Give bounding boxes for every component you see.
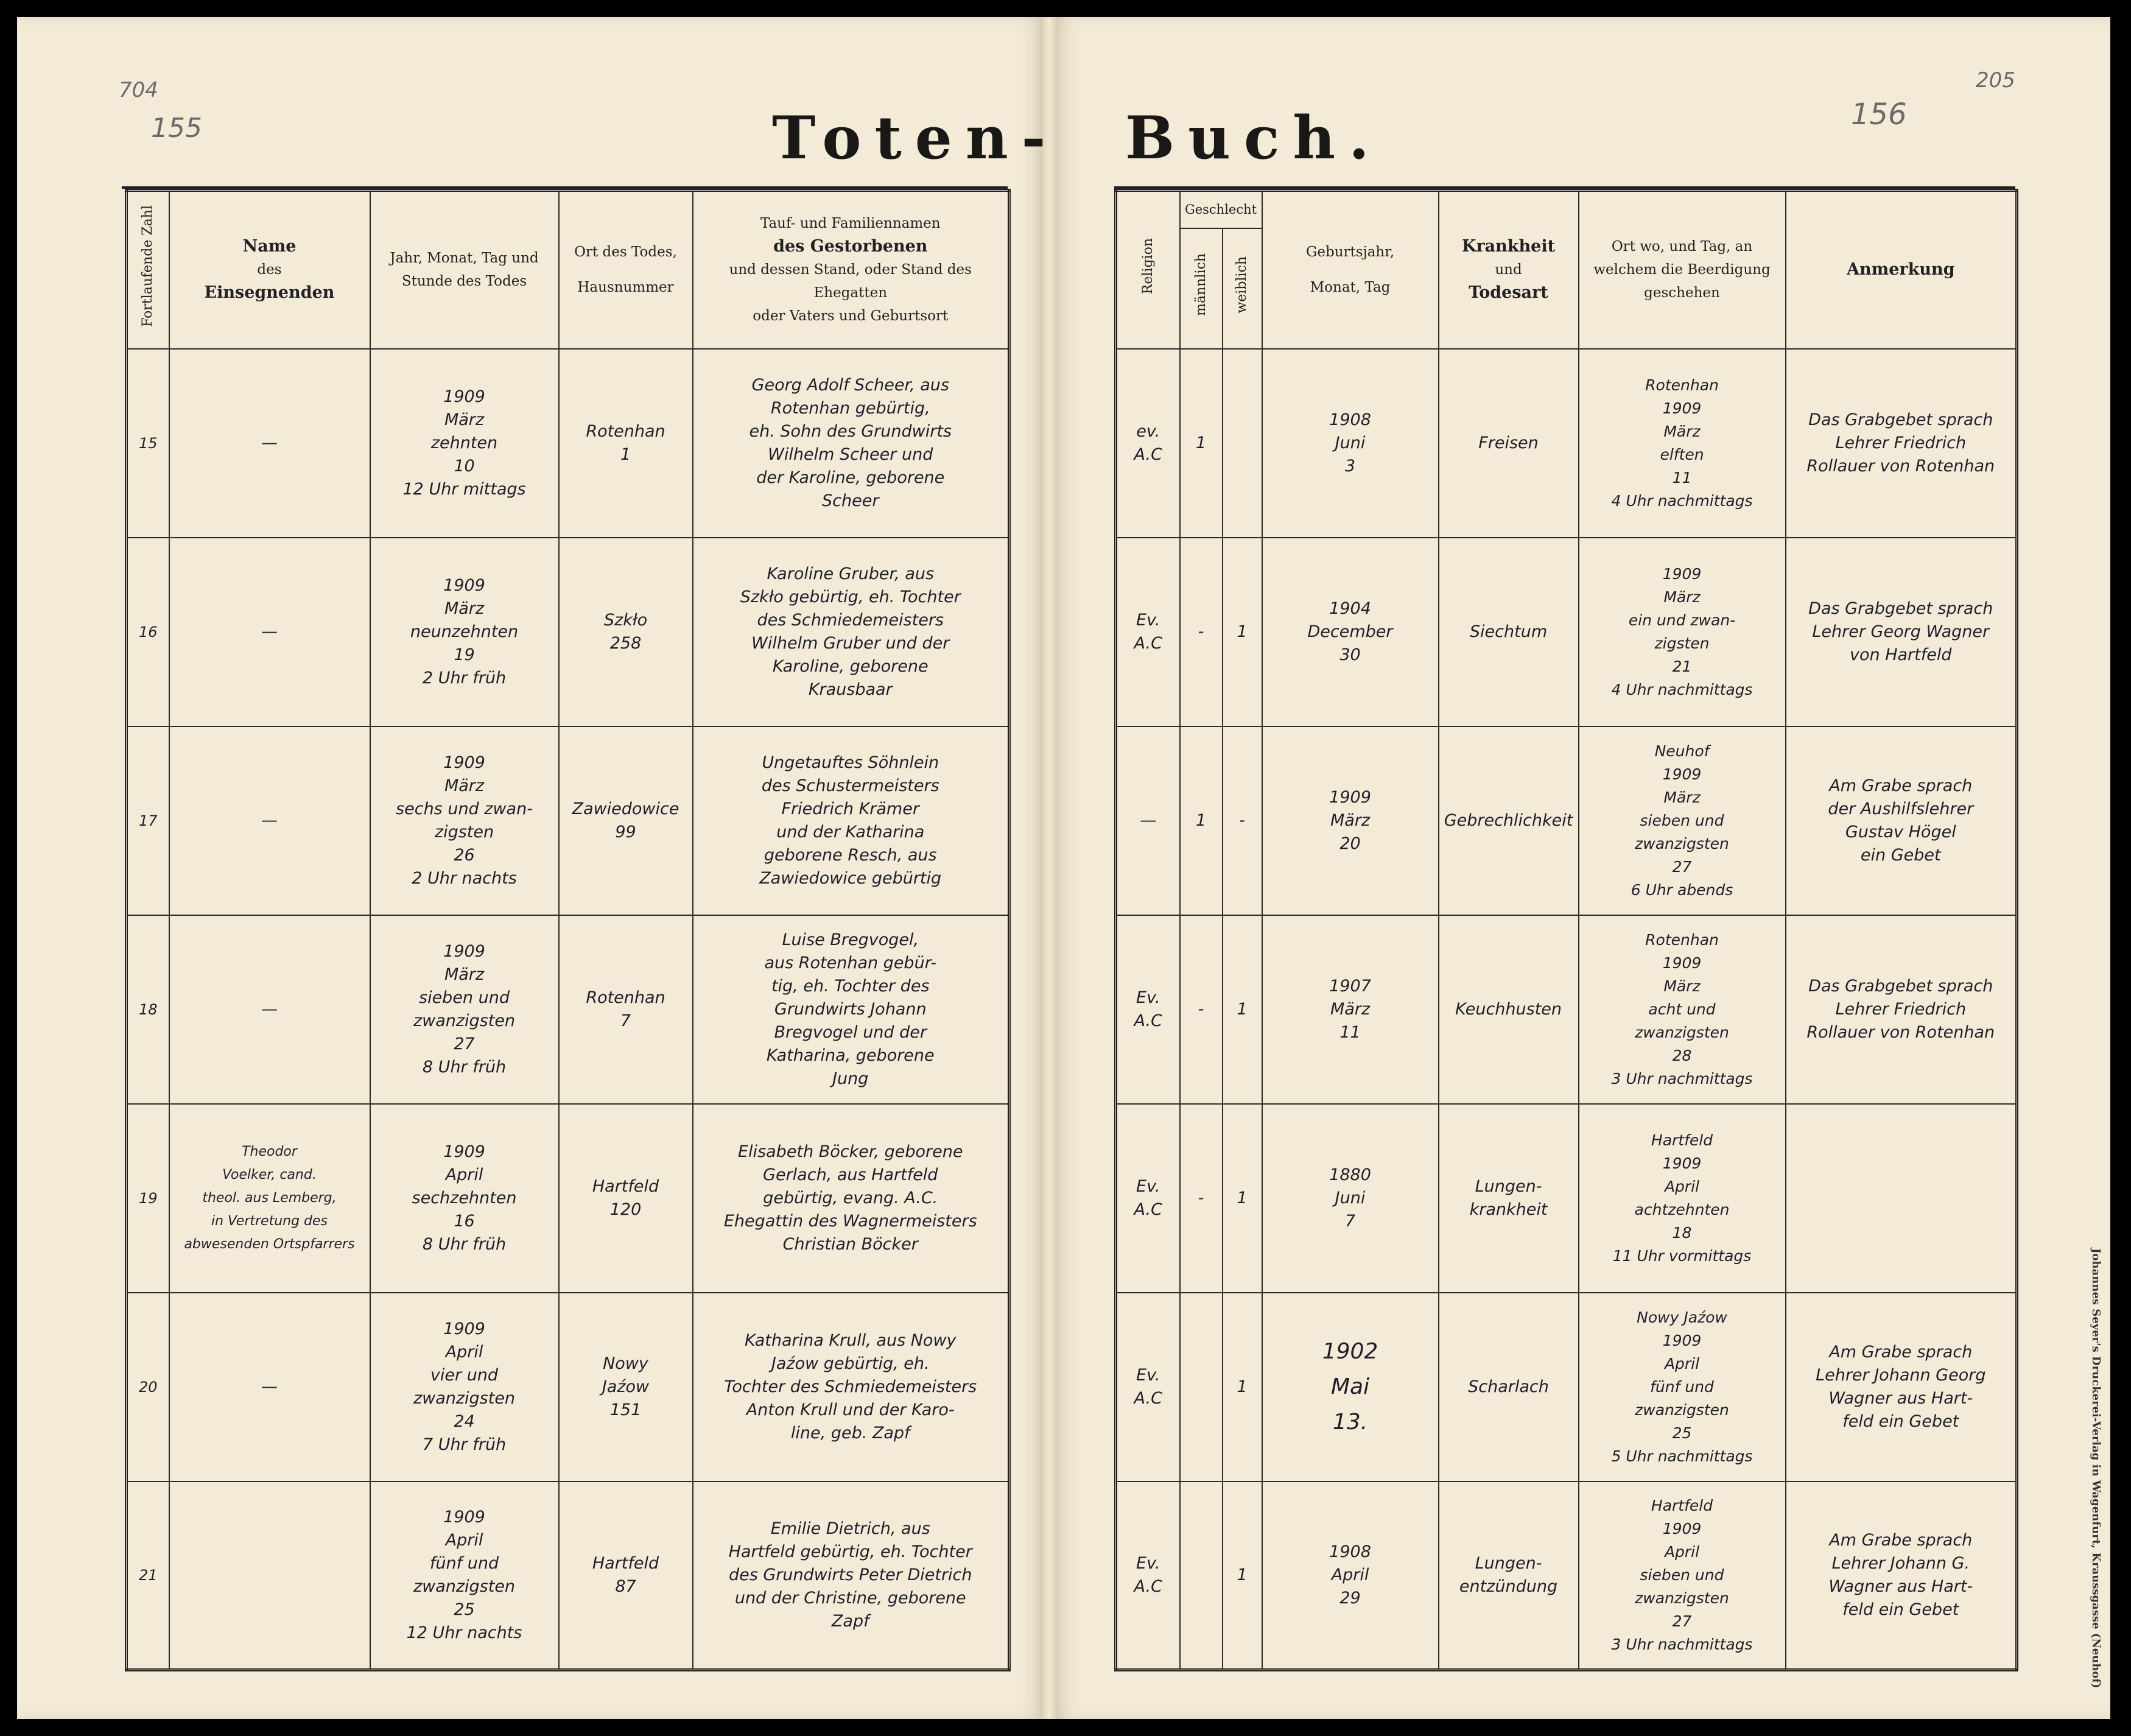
cell-religion xyxy=(1116,1104,1180,1293)
date-text: 1909 April vier und zwanzigsten 24 7 Uhr früh xyxy=(413,1319,516,1454)
table-row xyxy=(1116,1481,2017,1670)
nr-text: 18 xyxy=(138,1000,158,1018)
deceased-text: Emilie Dietrich, aus Hartfeld gebürtig, eh. Tochter des Grundwirts Peter Dietrich und der Christine, geborene Zapf xyxy=(728,1519,972,1631)
female-text: 1 xyxy=(1237,622,1248,641)
cell-officiant xyxy=(169,1104,370,1293)
cause-text: Scharlach xyxy=(1468,1377,1549,1396)
cell-place xyxy=(559,349,693,538)
note-text: Das Grabgebet sprach Lehrer Friedrich Rollauer von Rotenhan xyxy=(1806,976,1995,1042)
table-row xyxy=(1116,726,2017,915)
cell-cause xyxy=(1439,726,1579,915)
female-text: 1 xyxy=(1237,1377,1248,1396)
header-burial: Ort wo, und Tag, an welchem die Beerdigung geschehen xyxy=(1579,191,1786,349)
cell-birth xyxy=(1262,538,1439,726)
cell-burial xyxy=(1579,349,1786,538)
officiant-text: — xyxy=(261,622,278,641)
table-row xyxy=(1116,349,2017,538)
table-row xyxy=(127,915,1009,1104)
cell-place xyxy=(559,915,693,1104)
birth-text: 1880 Juni 7 xyxy=(1329,1165,1371,1231)
cell-cause xyxy=(1439,915,1579,1104)
nr-text: 19 xyxy=(138,1189,158,1207)
female-text: 1 xyxy=(1237,1188,1248,1207)
deceased-text: Ungetauftes Söhnlein des Schustermeisters Friedrich Krämer und der Katharina geborene Resch, aus Zawiedowice gebürtig xyxy=(759,753,942,888)
table-row xyxy=(127,726,1009,915)
header-birth: Geburtsjahr, Monat, Tag xyxy=(1262,191,1439,349)
cell-deceased xyxy=(693,1481,1009,1670)
place-text: Hartfeld 120 xyxy=(592,1176,659,1219)
table-row xyxy=(1116,915,2017,1104)
book-gutter xyxy=(1040,17,1058,1719)
header-cause: Krankheit und Todesart xyxy=(1439,191,1579,349)
cell-nr xyxy=(127,1481,169,1670)
cell-officiant xyxy=(169,1481,370,1670)
table-row xyxy=(1116,538,2017,726)
cell-female xyxy=(1223,349,1262,538)
cell-place xyxy=(559,1481,693,1670)
header-female: weiblich xyxy=(1223,228,1262,349)
cell-female xyxy=(1223,1104,1262,1293)
place-text: Rotenhan 1 xyxy=(586,421,665,464)
header-date: Jahr, Monat, Tag und Stunde des Todes xyxy=(370,191,559,349)
header-nr: Fortlaufende Zahl xyxy=(127,191,169,349)
cell-birth xyxy=(1262,1481,1439,1670)
pencil-folio-right: 156 xyxy=(1851,97,1907,132)
burial-text: Rotenhan 1909 März acht und zwanzigsten 28 3 Uhr nachmittags xyxy=(1611,930,1753,1088)
cell-nr xyxy=(127,538,169,726)
cause-text: Gebrechlichkeit xyxy=(1444,810,1573,830)
cell-burial xyxy=(1579,1481,1786,1670)
pencil-folio-left: 155 xyxy=(151,113,202,144)
cause-text: Lungen- krankheit xyxy=(1469,1176,1548,1219)
cell-cause xyxy=(1439,538,1579,726)
table-row xyxy=(127,1293,1009,1481)
table-row xyxy=(127,1104,1009,1293)
date-text: 1909 März zehnten 10 12 Uhr mittags xyxy=(402,387,526,499)
register-table-right xyxy=(1114,189,2018,1671)
cell-burial xyxy=(1579,538,1786,726)
header-male: männlich xyxy=(1180,228,1223,349)
religion-text: Ev. A.C xyxy=(1134,610,1162,653)
cell-nr xyxy=(127,726,169,915)
birth-text: 1908 Juni 3 xyxy=(1329,410,1371,476)
table-row xyxy=(127,538,1009,726)
place-text: Hartfeld 87 xyxy=(592,1553,659,1596)
cell-note xyxy=(1786,915,2017,1104)
burial-text: Hartfeld 1909 April achtzehnten 18 11 Uhr vormittags xyxy=(1612,1131,1752,1265)
table-header-left xyxy=(127,191,1009,349)
note-text: Am Grabe sprach der Aushilfslehrer Gustav Högel ein Gebet xyxy=(1828,776,1974,865)
cell-religion xyxy=(1116,915,1180,1104)
female-text: 1 xyxy=(1237,999,1248,1019)
burial-text: Nowy Jaźow 1909 April fünf und zwanzigsten 25 5 Uhr nachmittags xyxy=(1611,1308,1753,1465)
table-header-right-top xyxy=(1116,191,2017,228)
cell-female xyxy=(1223,915,1262,1104)
cell-deceased xyxy=(693,726,1009,915)
nr-text: 21 xyxy=(138,1566,158,1584)
header-name: Name des Einsegnenden xyxy=(169,191,370,349)
date-text: 1909 April sechzehnten 16 8 Uhr früh xyxy=(412,1142,517,1254)
cell-place xyxy=(559,1293,693,1481)
pencil-folio-left-top: 704 xyxy=(119,78,158,102)
cell-male xyxy=(1180,1293,1223,1481)
cell-burial xyxy=(1579,915,1786,1104)
header-sex: Geschlecht xyxy=(1180,191,1262,228)
header-deceased: Tauf- und Familiennamen des Gestorbenen und dessen Stand, oder Stand des Ehegatten oder Vaters und Geburtsort xyxy=(693,191,1009,349)
burial-text: 1909 März ein und zwan- zigsten 21 4 Uhr nachmittags xyxy=(1611,564,1753,698)
cell-note xyxy=(1786,538,2017,726)
nr-text: 20 xyxy=(138,1378,158,1396)
cell-female xyxy=(1223,726,1262,915)
cell-officiant xyxy=(169,349,370,538)
male-text: 1 xyxy=(1195,433,1207,452)
title-left: Toten- xyxy=(772,104,1059,172)
religion-text: ev. A.C xyxy=(1134,421,1162,464)
cell-nr xyxy=(127,1293,169,1481)
cell-date xyxy=(370,915,559,1104)
cell-female xyxy=(1223,538,1262,726)
nr-text: 17 xyxy=(138,812,158,829)
cell-male xyxy=(1180,538,1223,726)
cell-birth xyxy=(1262,1293,1439,1481)
officiant-text: — xyxy=(261,810,278,830)
deceased-text: Georg Adolf Scheer, aus Rotenhan gebürtig, eh. Sohn des Grundwirts Wilhelm Scheer und der Karoline, geborene Scheer xyxy=(749,375,952,510)
cell-male xyxy=(1180,726,1223,915)
cell-deceased xyxy=(693,915,1009,1104)
cell-birth xyxy=(1262,915,1439,1104)
cause-text: Siechtum xyxy=(1469,622,1548,641)
religion-text: Ev. A.C xyxy=(1134,988,1162,1030)
note-text: Das Grabgebet sprach Lehrer Georg Wagner von Hartfeld xyxy=(1808,599,1993,664)
nr-text: 16 xyxy=(138,623,158,641)
officiant-text: — xyxy=(261,1377,278,1396)
cell-religion xyxy=(1116,349,1180,538)
header-place: Ort des Todes, Hausnummer xyxy=(559,191,693,349)
cell-date xyxy=(370,1104,559,1293)
burial-text: Rotenhan 1909 März elften 11 4 Uhr nachmittags xyxy=(1611,376,1753,510)
pencil-folio-right-top: 205 xyxy=(1976,68,2015,93)
cell-religion xyxy=(1116,1293,1180,1481)
birth-text: 1907 März 11 xyxy=(1329,976,1371,1042)
female-text: 1 xyxy=(1237,1565,1248,1584)
cell-date xyxy=(370,1481,559,1670)
note-text: Das Grabgebet sprach Lehrer Friedrich Rollauer von Rotenhan xyxy=(1806,410,1995,476)
cell-place xyxy=(559,1104,693,1293)
table-row xyxy=(127,349,1009,538)
officiant-text: Theodor Voelker, cand. theol. aus Lemberg, in Vertretung des abwesenden Ortspfarrers xyxy=(184,1144,355,1252)
cell-birth xyxy=(1262,726,1439,915)
cause-text: Keuchhusten xyxy=(1455,999,1562,1019)
religion-text: — xyxy=(1140,810,1157,830)
cell-female xyxy=(1223,1293,1262,1481)
table-row xyxy=(127,1481,1009,1670)
cell-cause xyxy=(1439,1481,1579,1670)
birth-text: 1908 April 29 xyxy=(1329,1542,1371,1608)
cell-deceased xyxy=(693,349,1009,538)
religion-text: Ev. A.C xyxy=(1134,1176,1162,1219)
cell-nr xyxy=(127,915,169,1104)
cell-date xyxy=(370,538,559,726)
burial-text: Hartfeld 1909 April sieben und zwanzigsten 27 3 Uhr nachmittags xyxy=(1611,1496,1753,1653)
cell-male xyxy=(1180,1481,1223,1670)
cell-date xyxy=(370,726,559,915)
place-text: Zawiedowice 99 xyxy=(572,799,679,842)
cell-burial xyxy=(1579,1293,1786,1481)
religion-text: Ev. A.C xyxy=(1134,1553,1162,1596)
cell-birth xyxy=(1262,349,1439,538)
cell-note xyxy=(1786,1481,2017,1670)
male-text: - xyxy=(1198,622,1204,641)
birth-text: 1909 März 20 xyxy=(1329,787,1371,853)
religion-text: Ev. A.C xyxy=(1134,1365,1162,1408)
deceased-text: Katharina Krull, aus Nowy Jaźow gebürtig, eh. Tochter des Schmiedemeisters Anton Krull und der Karo- line, geb. Zapf xyxy=(724,1330,977,1443)
cause-text: Lungen- entzündung xyxy=(1459,1553,1558,1596)
female-text: - xyxy=(1239,810,1245,830)
cell-officiant xyxy=(169,915,370,1104)
cell-birth xyxy=(1262,1104,1439,1293)
cell-male xyxy=(1180,349,1223,538)
deceased-text: Karoline Gruber, aus Szkło gebürtig, eh. Tochter des Schmiedemeisters Wilhelm Gruber und der Karoline, geborene Krausbaar xyxy=(740,564,961,699)
male-text: 1 xyxy=(1195,810,1207,830)
place-text: Nowy Jaźow 151 xyxy=(602,1354,650,1419)
officiant-text: — xyxy=(261,433,278,452)
cell-deceased xyxy=(693,1104,1009,1293)
cell-religion xyxy=(1116,538,1180,726)
register-table-left xyxy=(125,189,1011,1671)
deceased-text: Elisabeth Böcker, geborene Gerlach, aus Hartfeld gebürtig, evang. A.C. Ehegattin des Wagnermeisters Christian Böcker xyxy=(723,1142,977,1254)
cell-note xyxy=(1786,1293,2017,1481)
header-note: Anmerkung xyxy=(1786,191,2017,349)
cell-male xyxy=(1180,915,1223,1104)
header-religion: Religion xyxy=(1116,191,1180,349)
date-text: 1909 April fünf und zwanzigsten 25 12 Uhr nachts xyxy=(406,1507,522,1642)
cell-deceased xyxy=(693,538,1009,726)
note-text: Am Grabe sprach Lehrer Johann G. Wagner aus Hart- feld ein Gebet xyxy=(1828,1530,1973,1619)
table-row xyxy=(1116,1104,2017,1293)
birth-text: 1902 Mai 13. xyxy=(1322,1338,1378,1435)
male-text: - xyxy=(1198,1188,1204,1207)
cell-religion xyxy=(1116,1481,1180,1670)
cell-nr xyxy=(127,1104,169,1293)
cell-place xyxy=(559,538,693,726)
cell-officiant xyxy=(169,538,370,726)
cell-date xyxy=(370,349,559,538)
male-text: - xyxy=(1198,999,1204,1019)
cell-cause xyxy=(1439,349,1579,538)
cell-note xyxy=(1786,349,2017,538)
cell-officiant xyxy=(169,726,370,915)
cell-male xyxy=(1180,1104,1223,1293)
nr-text: 15 xyxy=(138,434,158,452)
cell-burial xyxy=(1579,1104,1786,1293)
cell-date xyxy=(370,1293,559,1481)
officiant-text: — xyxy=(261,999,278,1019)
cell-cause xyxy=(1439,1293,1579,1481)
cell-female xyxy=(1223,1481,1262,1670)
cell-cause xyxy=(1439,1104,1579,1293)
cause-text: Freisen xyxy=(1478,433,1539,452)
cell-deceased xyxy=(693,1293,1009,1481)
cell-religion xyxy=(1116,726,1180,915)
table-row xyxy=(1116,1293,2017,1481)
note-text: Am Grabe sprach Lehrer Johann Georg Wagner aus Hart- feld ein Gebet xyxy=(1816,1342,1986,1431)
title-right: Buch. xyxy=(1125,104,1383,172)
cell-note xyxy=(1786,726,2017,915)
burial-text: Neuhof 1909 März sieben und zwanzigsten 27 6 Uhr abends xyxy=(1631,742,1733,899)
cell-nr xyxy=(127,349,169,538)
date-text: 1909 März sieben und zwanzigsten 27 8 Uhr früh xyxy=(413,941,516,1077)
printer-imprint: Johannes Seyer's Druckerei-Verlag in Wagenfurt, Kraussgasse (Neuhof) xyxy=(2090,1248,2102,1689)
place-text: Szkło 258 xyxy=(603,610,648,653)
cell-officiant xyxy=(169,1293,370,1481)
cell-burial xyxy=(1579,726,1786,915)
birth-text: 1904 December 30 xyxy=(1307,599,1393,664)
date-text: 1909 März neunzehnten 19 2 Uhr früh xyxy=(410,575,519,687)
place-text: Rotenhan 7 xyxy=(586,988,665,1030)
date-text: 1909 März sechs und zwan- zigsten 26 2 Uhr nachts xyxy=(396,753,533,888)
cell-note xyxy=(1786,1104,2017,1293)
cell-place xyxy=(559,726,693,915)
deceased-text: Luise Bregvogel, aus Rotenhan gebür- tig, eh. Tochter des Grundwirts Johann Bregvogel und der Katharina, geborene Jung xyxy=(764,930,937,1088)
